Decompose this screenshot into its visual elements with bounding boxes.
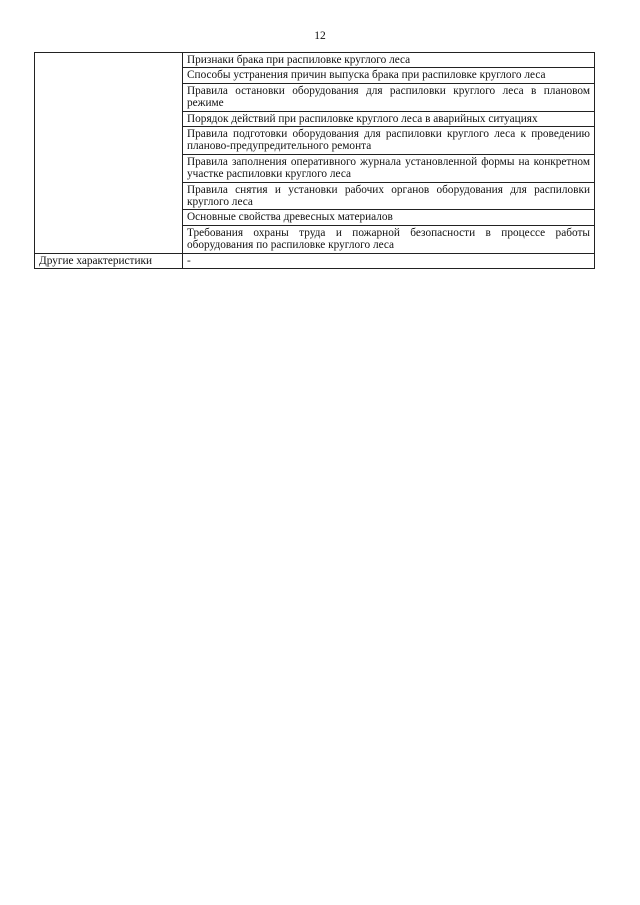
table-row-other — [35, 253, 595, 268]
knowledge-item: Правила подготовки оборудования для распиловки круглого леса к проведению планово-предупредительного ремонта — [183, 127, 595, 155]
requirements-table — [34, 52, 595, 269]
page-number: 12 — [314, 30, 326, 42]
knowledge-item: Правила остановки оборудования для распиловки круглого леса в плановом режиме — [183, 83, 595, 111]
table-row — [35, 53, 595, 68]
knowledge-item: Способы устранения причин выпуска брака при распиловке круглого леса — [183, 68, 595, 83]
knowledge-item: Правила заполнения оперативного журнала установленной формы на конкретном участке распиловки круглого леса — [183, 154, 595, 182]
knowledge-item: Признаки брака при распиловке круглого леса — [183, 53, 595, 68]
knowledge-item: Правила снятия и установки рабочих органов оборудования для распиловки круглого леса — [183, 182, 595, 210]
table-left-merged-cell — [35, 53, 183, 254]
other-characteristics-label: Другие характеристики — [35, 253, 183, 268]
knowledge-item: Порядок действий при распиловке круглого леса в аварийных ситуациях — [183, 111, 595, 126]
knowledge-item: Основные свойства древесных материалов — [183, 210, 595, 225]
knowledge-item: Требования охраны труда и пожарной безопасности в процессе работы оборудования по распиловке круглого леса — [183, 225, 595, 253]
other-characteristics-value: - — [183, 253, 595, 268]
